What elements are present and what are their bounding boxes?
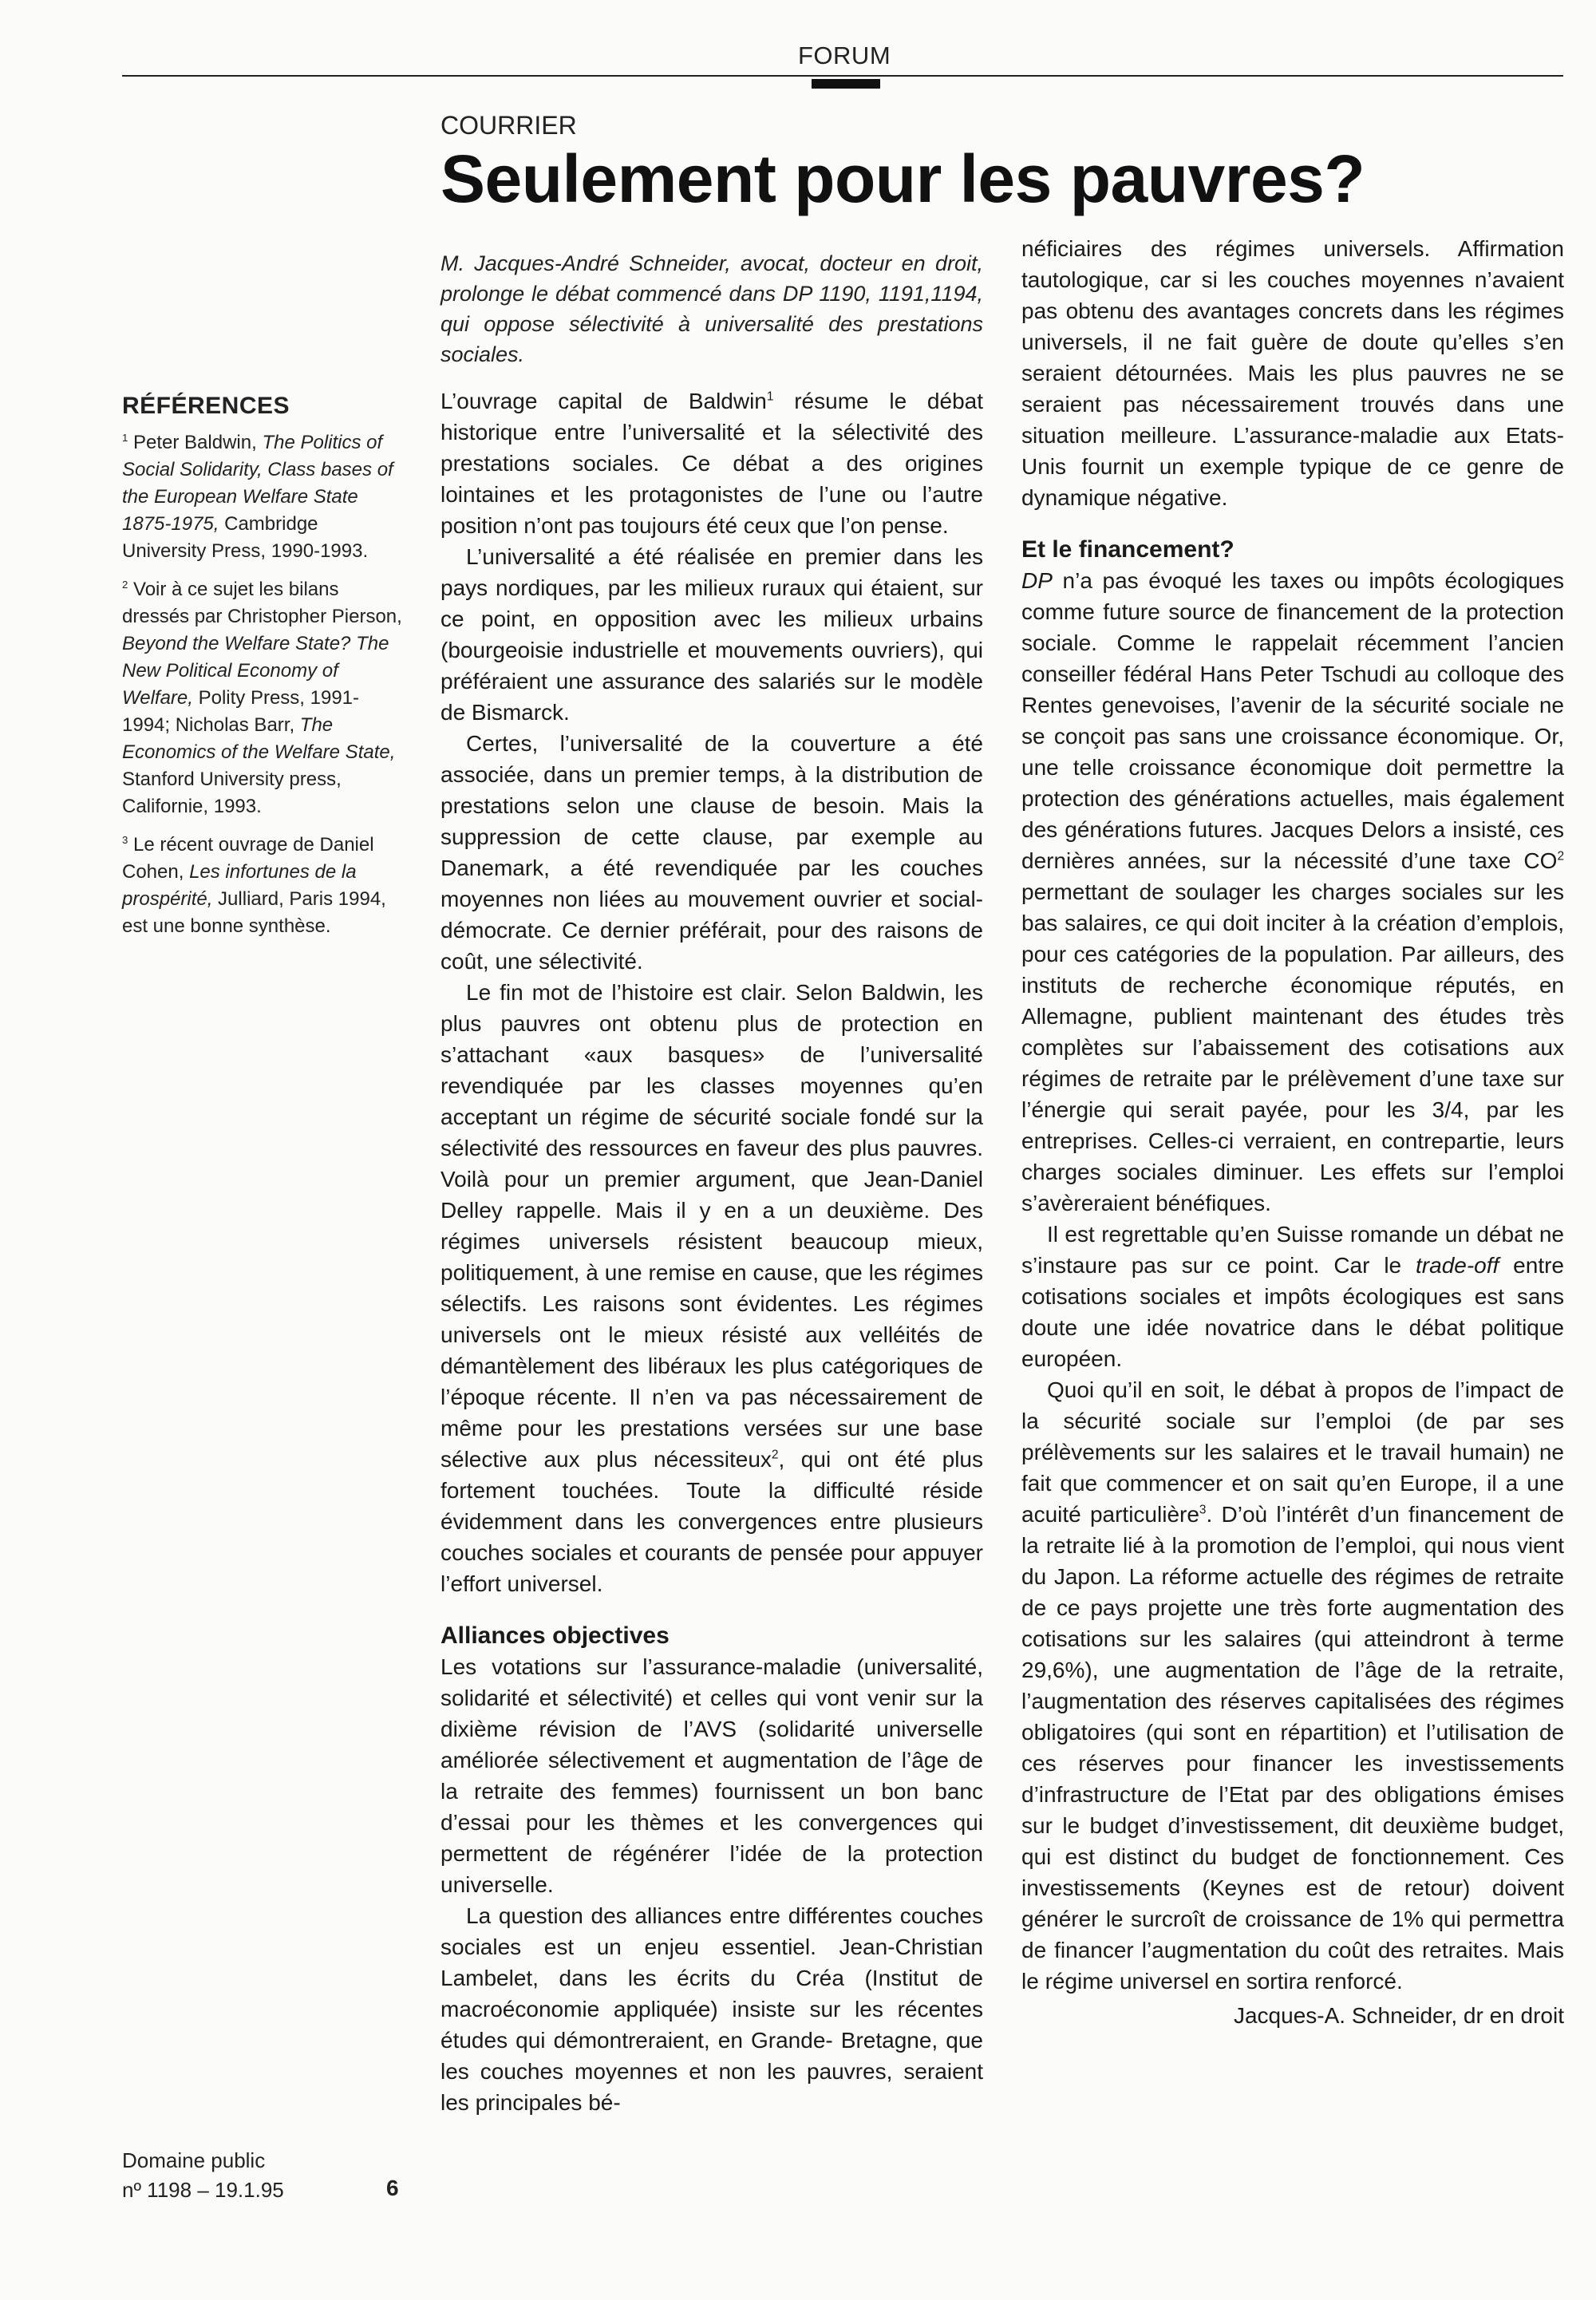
- reference-3-number: 3: [122, 834, 128, 846]
- references-sidebar: [122, 393, 403, 951]
- references-heading: RÉFÉRENCES: [122, 393, 290, 419]
- paragraph: Les votations sur l’assurance-maladie (universalité, solidarité et sélectivité) et celles qui vont venir sur la dixième révision de l’AVS (solidarité universelle améliorée sélectivement et augmentation de l’âge de la retraite des femmes) fournissent un bon banc d’essai pour les thèmes et les convergences qui permettent de régénérer l’idée de la protection universelle.: [440, 1654, 983, 1897]
- paragraph: L’ouvrage capital de Baldwin$^1$ résume le débat historique entre l’universalité et la sélectivité des prestations sociales. Ce débat a des origines lointaines et les protagonistes de l’une ou l’autre position n’ont pas toujours été ceux que l’on pense.: [440, 389, 983, 538]
- header-marker: [812, 79, 880, 89]
- paragraph: DP n’a pas évoqué les taxes ou impôts écologiques comme future source de financement de la protection sociale. Comme le rappelait récemment l’ancien conseiller fédéral Hans Peter Tschudi au colloque des Rentes genevoises, l’avenir de la sécurité sociale ne se conçoit pas sans une croissance économique. Or, une telle croissance économique doit permettre la protection des générations actuelles, mais également des générations futures. Jacques Delors a insisté, ces dernières années, sur la nécessité d’une taxe $CO^2$ permettant de soulager les charges sociales sur les bas salaires, ce qui doit inciter à la création d’emplois, pour ces catégories de la population. Par ailleurs, des instituts de recherche économique réputés, en Allemagne, publient maintenant des études très complètes sur l’abaissement des cotisations aux régimes de retraite par le prélèvement d’une taxe sur l’énergie qui serait payée, pour les 3/4, par les entreprises. Celles-ci verraient, en contrepartie, leurs charges sociales diminuer. Les effets sur l’emploi s’avèreraient bénéfiques.: [1021, 568, 1564, 1215]
- co2-subscript: 2: [1557, 849, 1564, 863]
- footnote-ref-1: 1: [766, 389, 774, 404]
- paragraph: Certes, l’universalité de la couverture a été associée, dans un premier temps, à la distribution de prestations selon une clause de besoin. Mais la suppression de cette clause, par exemple au Danemark, a été revendiquée par les couches moyennes non liées au mouvement ouvrier et social-démocrate. Ce dernier préférait, pour des raisons de coût, une sélectivité.: [440, 731, 983, 974]
- paragraph: La question des alliances entre différentes couches sociales est un enjeu essentiel. Jean-Christian Lambelet, dans les écrits du Créa (Institut de macroéconomie appliquée) insiste sur les récentes études qui démontreraient, en Grande- Bretagne, que les couches moyennes et non les pauvres, seraient les principales bé-: [440, 1903, 983, 2115]
- issue-number: nº 1198 – 19.1.95: [122, 2178, 284, 2202]
- reference-2-number: 2: [122, 579, 128, 591]
- footnote-ref-3: 3: [1199, 1503, 1207, 1517]
- article-intro: M. Jacques-André Schneider, avocat, docteur en droit, prolonge le débat commencé dans DP 1190, 1191,1194, qui oppose sélectivité à universalité des prestations sociales.: [440, 251, 983, 366]
- reference-1-number: 1: [122, 432, 128, 444]
- reference-2: $^2$ Voir à ce sujet les bilans dressés par Christopher Pierson, Beyond the Welfare State? The New Political Economy of Welfare, Polity Press, 1991-1994; Nicholas Barr, The Economics of the Welfare State, Stanford University press, Californie, 1993.: [122, 579, 402, 817]
- paragraph: Le fin mot de l’histoire est clair. Selon Baldwin, les plus pauvres ont obtenu plus de protection en s’attachant «aux basques» de l’universalité revendiquée par les classes moyennes qu’en acceptant un régime de sécurité sociale fondé sur la sélectivité des ressources en faveur des plus pauvres. Voilà pour un premier argument, que Jean-Daniel Delley rappelle. Mais il y en a un deuxième. Des régimes universels résistent beaucoup mieux, politiquement, à une remise en cause, que les régimes sélectifs. Les raisons sont évidentes. Les régimes universels ont le mieux résisté aux velléités de démantèlement des libéraux les plus catégoriques de l’époque récente. Il n’en va pas nécessairement de même pour les prestations versées sur une base sélective aux plus nécessiteux$^2$, qui ont été plus fortement touchées. Toute la difficulté réside évidemment dans les convergences entre plusieurs couches sociales et courants de pensée pour appuyer l’effort universel.: [440, 980, 983, 1596]
- section-label: FORUM: [798, 41, 891, 69]
- paragraph: L’universalité a été réalisée en premier dans les pays nordiques, par les milieux ruraux qui étaient, sur ce point, en opposition avec les milieux urbains (bourgeoisie industrielle et mouvements ouvriers), qui préféraient une assurance des salariés sur le modèle de Bismarck.: [440, 544, 983, 725]
- paragraph: néficiaires des régimes universels. Affirmation tautologique, car si les couches moyennes n’avaient pas obtenu des avantages concrets dans les régimes universels, il ne fait guère de doute qu’elles s’en seraient détournées. Mais les plus pauvres ne se seraient pas nécessairement trouvés dans une situation meilleure. L’assurance-maladie aux Etats-Unis fournit un exemple typique de ce genre de dynamique négative.: [1021, 236, 1564, 510]
- footnote-ref-2: 2: [771, 1448, 779, 1462]
- page-number: 6: [386, 2176, 399, 2200]
- header-rule: [122, 75, 1563, 77]
- publication-name: Domaine public: [122, 2148, 266, 2172]
- article-title: Seulement pour les pauvres?: [440, 141, 1365, 216]
- reference-1: $^1$ Peter Baldwin, The Politics of Social Solidarity, Class bases of the European Welfare State 1875-1975, Cambridge University Press, 1990-1993.: [122, 432, 393, 562]
- subheading-alliances: Alliances objectives: [440, 1622, 670, 1649]
- reference-3: $^3$ Le récent ouvrage de Daniel Cohen, Les infortunes de la prospérité, Julliard, Paris 1994, est une bonne synthèse.: [122, 834, 386, 937]
- paragraph: Il est regrettable qu’en Suisse romande un débat ne s’instaure pas sur ce point. Car le trade-off entre cotisations sociales et impôts écologiques est sans doute une idée novatrice dans le débat politique européen.: [1021, 1222, 1564, 1371]
- article-kicker: COURRIER: [440, 111, 577, 140]
- article-column-1: [440, 385, 983, 2118]
- paragraph: Quoi qu’il en soit, le débat à propos de l’impact de la sécurité sociale sur l’emploi (de par ses prélèvements sur les salaires et le travail humain) ne fait que commencer et on sait qu’en Europe, il a une acuité particulière$^3$. D’où l’intérêt d’un financement de la retraite lié à la promotion de l’emploi, qui nous vient du Japon. La réforme actuelle des régimes de retraite de ce pays projette une très forte augmentation des cotisations sur les salaires (qui atteindront à terme 29,6%), une augmentation de l’âge de la retraite, l’augmentation des réserves capitalisées des régimes obligatoires (qui sont en répartition) et l’utilisation de ces réserves pour financer les investissements d’infrastructure de l’Etat par des obligations émises sur le budget d’investissement, dit deuxième budget, qui est distinct du budget de fonctionnement. Ces investissements (Keynes est de retour) doivent générer le surcroît de croissance de 1% qui permettra de financer l’augmentation du coût des retraites. Mais le régime universel en sortira renforcé.: [1021, 1377, 1564, 1994]
- subheading-financement: Et le financement?: [1021, 536, 1235, 563]
- author-signature: Jacques-A. Schneider, dr en droit: [1233, 2003, 1564, 2028]
- publication-info: [122, 2146, 284, 2205]
- article-column-2: [1021, 233, 1564, 2031]
